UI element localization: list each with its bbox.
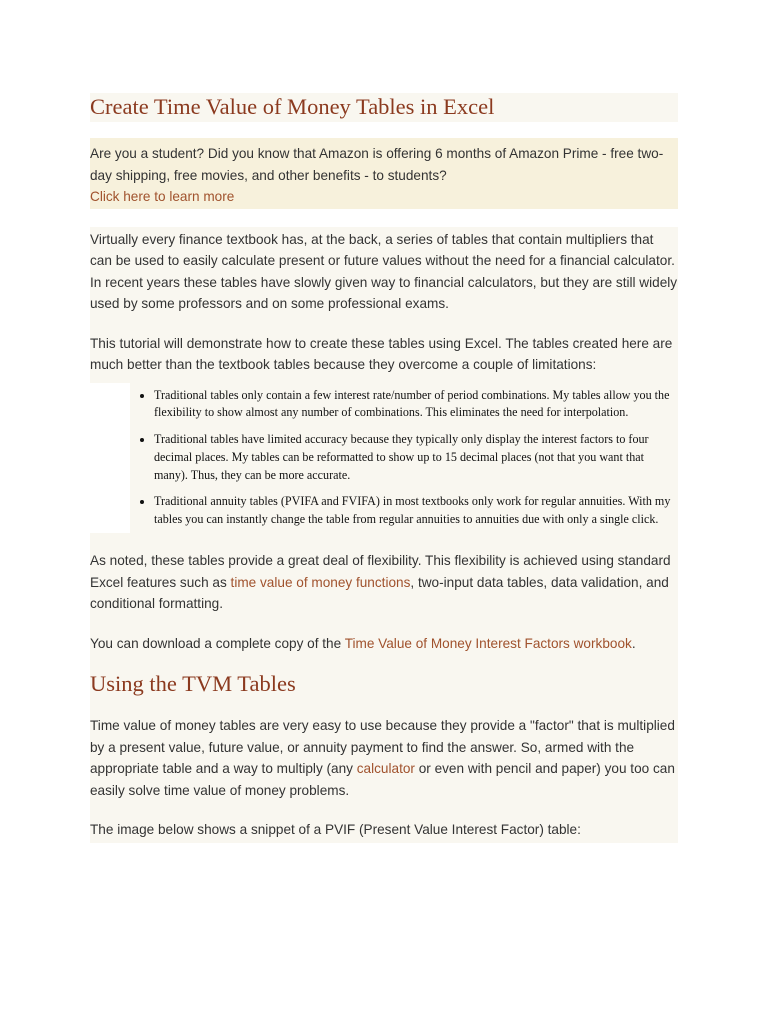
- workbook-link[interactable]: Time Value of Money Interest Factors workbook: [344, 635, 632, 651]
- download-paragraph: [90, 633, 678, 655]
- text-segment: , two-input data tables, data validation, and conditional formatting.: [90, 574, 669, 612]
- title-block: [90, 93, 678, 122]
- text-segment: Time value of money tables are very easy to use because they provide a "factor" that is multiplied by a present value, future value, or annuity payment to find the answer. So, armed with the appropriate table and a way to multiply (any: [90, 718, 675, 777]
- intro-paragraph: Virtually every finance textbook has, at the back, a series of tables that contain multipliers that can be used to easily calculate present or future values without the need for a financial calculator. In recent years these tables have slowly given way to financial calculators, but they are still widely used by some professors and on some professional exams.: [90, 231, 678, 311]
- intro-block: [90, 227, 678, 383]
- image-caption: The image below shows a snippet of a PVIF (Present Value Interest Factor) table:: [90, 822, 581, 838]
- tvm-functions-link[interactable]: time value of money functions: [230, 574, 411, 590]
- flexibility-paragraph: [90, 550, 678, 615]
- list-item: • Traditional tables only contain a few interest rate/number of period combinations. My tables allow you the flexibility to show almost any number of combinations. This eliminates the need for interpolation.: [154, 387, 678, 423]
- text-segment: You can download a complete copy of the: [90, 635, 345, 651]
- page-title: Create Time Value of Money Tables in Excel: [90, 94, 495, 119]
- calculator-link[interactable]: calculator: [356, 761, 415, 777]
- limitations-list: [90, 383, 678, 534]
- list-item: • Traditional annuity tables (PVIFA and FVIFA) in most textbooks only work for regular annuities. With my tables you can instantly change the table from regular annuities to annuities due with only a single click.: [154, 493, 678, 533]
- body-block: [90, 533, 678, 843]
- text-segment: or even with pencil and paper) you too can easily solve time value of money problems.: [90, 761, 675, 798]
- promo-text: Are you a student? Did you know that Amazon is offering 6 months of Amazon Prime - free two-day shipping, free movies, and other benefits - to students?: [90, 146, 664, 183]
- learn-more-link[interactable]: Click here to learn more: [90, 189, 235, 204]
- article-content: [90, 93, 678, 843]
- text-segment: .: [631, 635, 636, 651]
- usage-paragraph: [90, 715, 678, 801]
- list-item: • Traditional tables have limited accuracy because they typically only display the interest factors to four decimal places. My tables can be reformatted to show up to 15 decimal places (not that you want that many). Thus, they can be more accurate.: [154, 431, 678, 484]
- text-segment: As noted, these tables provide a great deal of flexibility. This flexibility is achieved using standard Excel features such as: [90, 553, 671, 590]
- student-promo-box: [90, 138, 678, 209]
- section-heading: Using the TVM Tables: [90, 671, 296, 697]
- tutorial-paragraph: This tutorial will demonstrate how to create these tables using Excel. The tables created here are much better than the textbook tables because they overcome a couple of limitations:: [90, 335, 673, 372]
